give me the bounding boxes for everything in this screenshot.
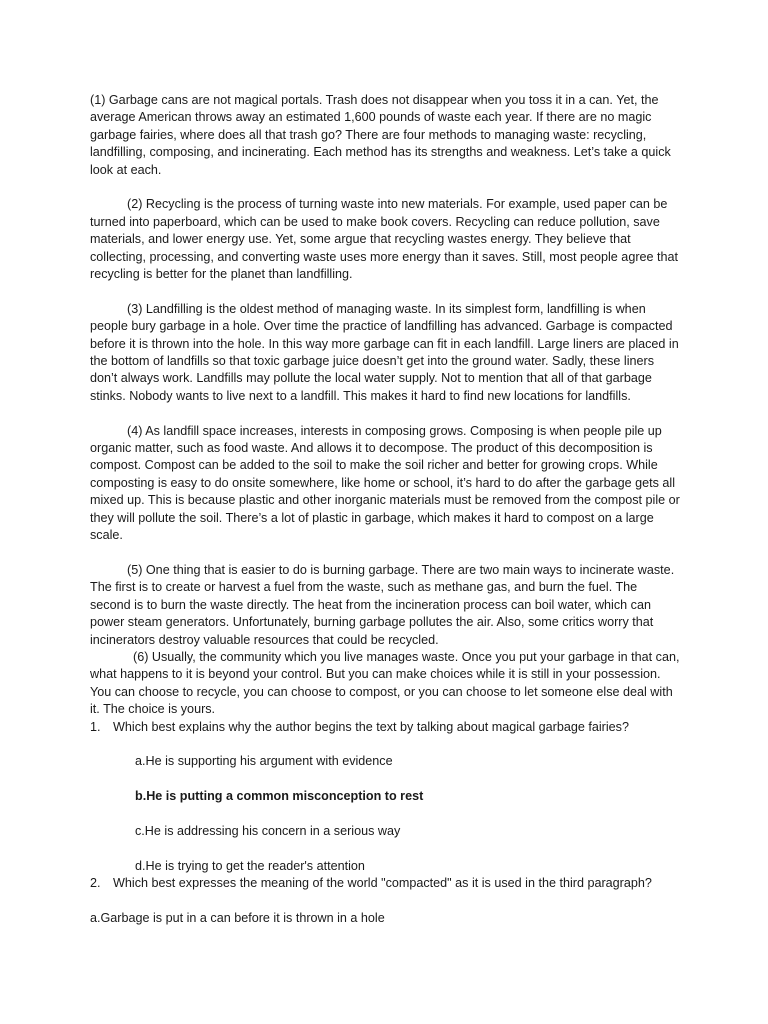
answer-option-b-selected: b.He is putting a common misconception to rest bbox=[135, 789, 424, 804]
paragraph-2: (2) Recycling is the process of turning waste into new materials. For example, used paper can be turned into paperboard, which can be used to make book covers. Recycling can reduce pollution, save materials, and lower energy use. Yet, some argue that recycling wastes energy. They believe that collecting, processing, and converting waste uses more energy than it saves. Still, most people agree that recycling is better for the planet than landfilling. bbox=[90, 197, 679, 282]
answer-option-a: a.Garbage is put in a can before it is thrown in a hole bbox=[90, 910, 385, 925]
paragraph-3: (3) Landfilling is the oldest method of managing waste. In its simplest form, landfilling is when people bury garbage in a hole. Over time the practice of landfilling has advanced. Garbage is compacted before it is thrown into the hole. In this way more garbage can fit in each landfill. Large liners are placed in the bottom of landfills so that toxic garbage juice doesn’t get into the ground water. Sadly, these liners don’t always work. Landfills may pollute the local water supply. Not to mention that all of that garbage stinks. Nobody wants to live next to a landfill. This makes it hard to find new locations for landfills. bbox=[90, 301, 679, 403]
paragraph-6: (6) Usually, the community which you live manages waste. Once you put your garbage in that can, what happens to it is beyond your control. But you can make choices while it is still in your possession. You can choose to recycle, you can choose to compost, or you can choose to let someone else deal with it. The choice is yours. bbox=[90, 649, 680, 717]
paragraph-4: (4) As landfill space increases, interests in composing grows. Composing is when people pile up organic matter, such as food waste. And allows it to decompose. The product of this decomposition is compost. Compost can be added to the soil to make the soil richer and better for growing crops. While composting is easy to do onsite somewhere, like home or school, it’s hard to do after the garbage gets all mixed up. This is because plastic and other inorganic materials must be removed from the compost pile or they will pollute the soil. There’s a lot of plastic in garbage, which makes it hard to compost on a large scale. bbox=[90, 423, 680, 543]
question-number: 2. bbox=[90, 876, 101, 891]
paragraph-1: (1) Garbage cans are not magical portals. Trash does not disappear when you toss it in a can. Yet, the average American throws away an estimated 1,600 pounds of waste each year. If there are no magic garbage fairies, where does all that trash go? There are four methods to managing waste: recycling, landfilling, composing, and incinerating. Each method has its strengths and weakness. Let’s take a quick look at each. bbox=[90, 93, 671, 177]
question-text: Which best explains why the author begins the text by talking about magical garbage fairies? bbox=[113, 719, 629, 734]
paragraph-5: (5) One thing that is easier to do is burning garbage. There are two main ways to incinerate waste. The first is to create or harvest a fuel from the waste, such as methane gas, and burn the fuel. The second is to burn the waste directly. The heat from the incineration process can boil water, which can power steam generators. Unfortunately, burning garbage pollutes the air. Also, some critics worry that incinerators destroy valuable resources that could be recycled. bbox=[90, 562, 675, 647]
answer-option-c: c.He is addressing his concern in a serious way bbox=[135, 823, 401, 838]
question-1 bbox=[90, 719, 680, 736]
answer-option-a: a.He is supporting his argument with evidence bbox=[135, 754, 393, 769]
question-2 bbox=[90, 875, 680, 892]
answer-option-d: d.He is trying to get the reader's attention bbox=[135, 858, 365, 873]
document-page bbox=[90, 92, 680, 927]
question-number: 1. bbox=[90, 719, 101, 734]
question-text: Which best expresses the meaning of the world "compacted" as it is used in the third paragraph? bbox=[113, 876, 652, 891]
